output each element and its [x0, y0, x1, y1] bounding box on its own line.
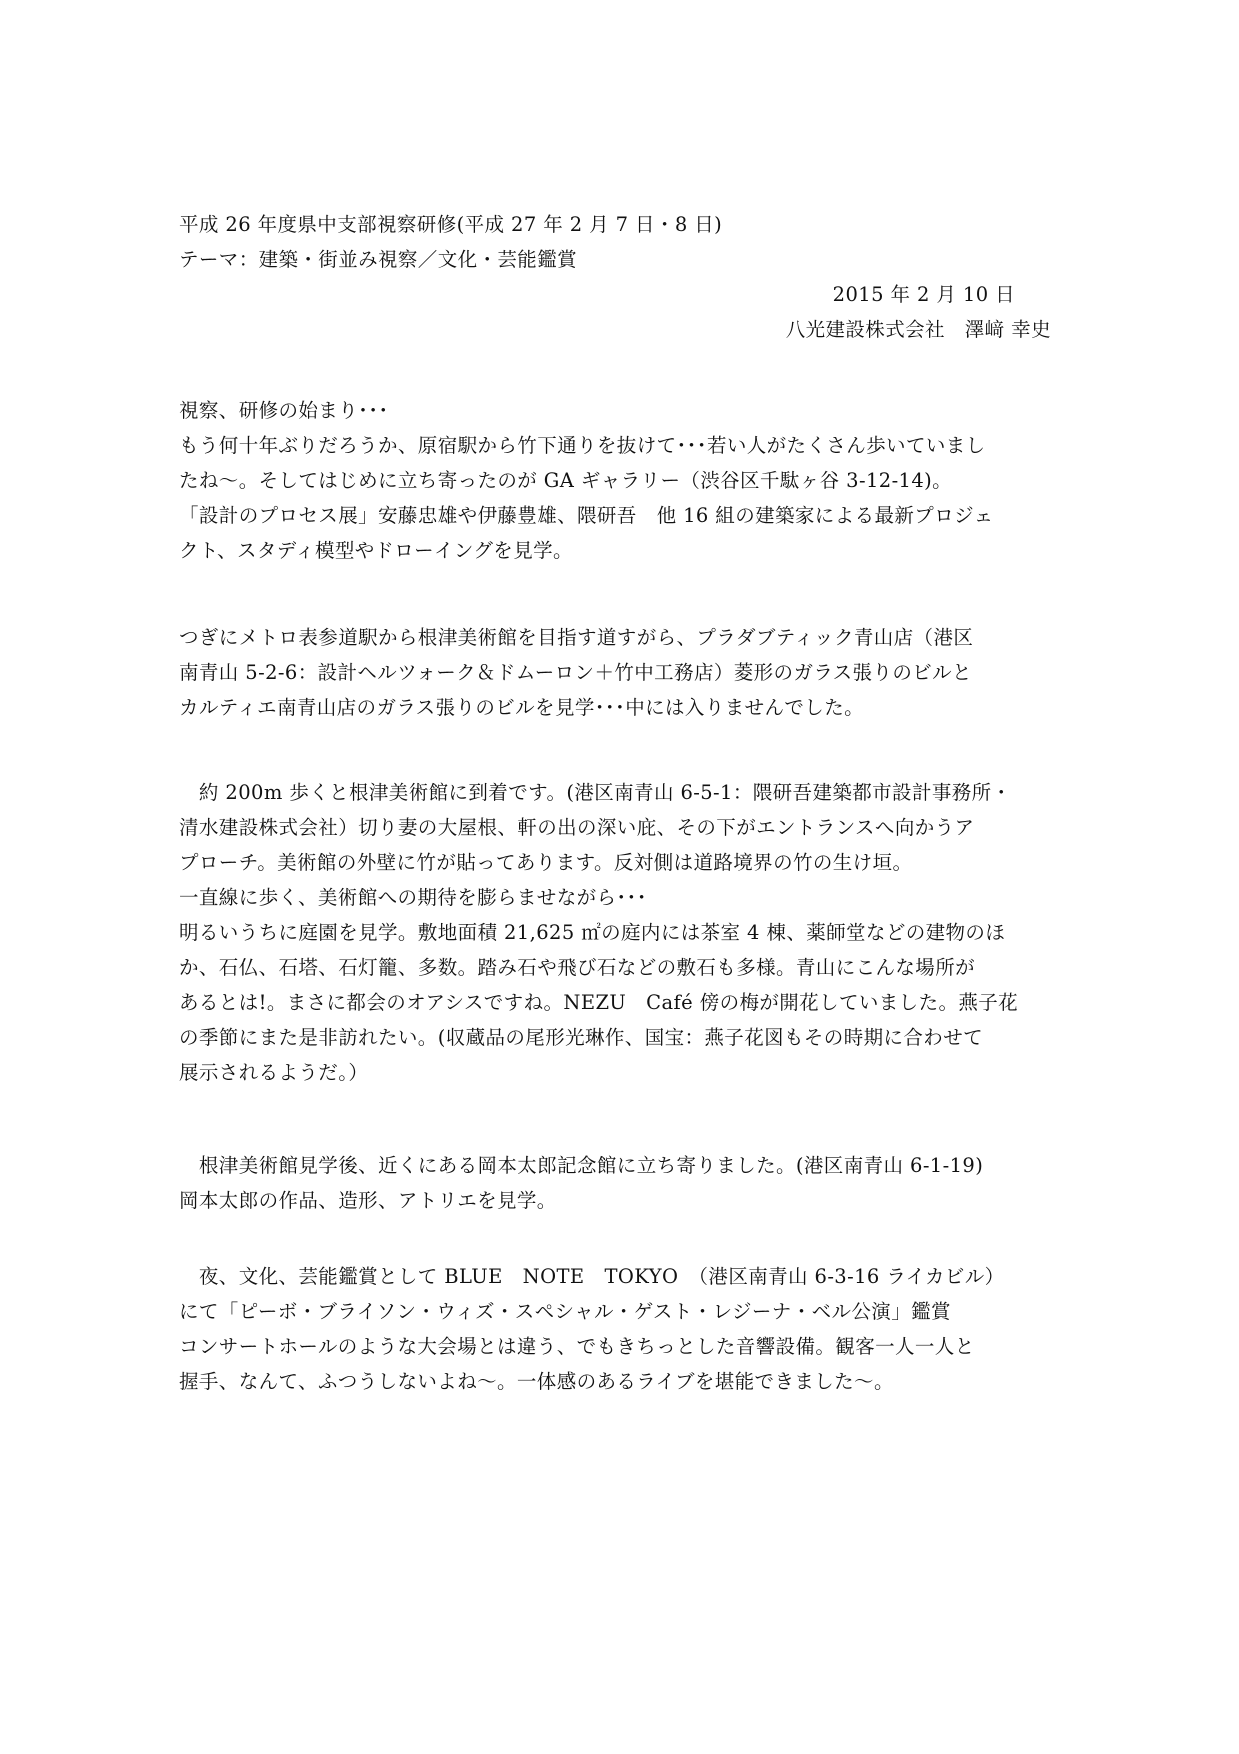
paragraph-line: にて「ピーボ・ブライソン・ウィズ・スペシャル・ゲスト・レジーナ・ベル公演」鑑賞	[179, 1300, 951, 1323]
paragraph-line: カルティエ南青山店のガラス張りのビルを見学･･･中には入りませんでした。	[179, 696, 865, 719]
paragraph-line: 視察、研修の始まり･･･	[179, 399, 389, 422]
paragraph-line: つぎにメトロ表参道駅から根津美術館を目指す道すがら、プラダブティック青山店（港区	[179, 626, 974, 649]
document-header	[179, 207, 1059, 347]
paragraph-line: あるとは!。まさに都会のオアシスですね。NEZU Café 傍の梅が開花していました。燕子花	[179, 991, 1019, 1014]
paragraph-line: クト、スタディ模型やドローイングを見学。	[179, 539, 573, 562]
paragraph-line: 一直線に歩く、美術館への期待を膨らませながら･･･	[179, 886, 647, 909]
paragraph-line: 南青山 5-2-6：設計ヘルツォーク＆ドムーロン＋竹中工務店）菱形のガラス張りのビルと	[179, 661, 972, 684]
paragraph-line: たね～。そしてはじめに立ち寄ったのが GA ギャラリー（渋谷区千駄ヶ谷 3-12-14)。	[179, 469, 953, 492]
paragraph-line: 展示されるようだ。）	[179, 1061, 369, 1084]
paragraph-3	[179, 775, 1059, 1090]
paragraph-4	[179, 1148, 1059, 1218]
paragraph-line: もう何十年ぶりだろうか、原宿駅から竹下通りを抜けて･･･若い人がたくさん歩いていまし	[179, 434, 986, 457]
paragraph-line: 根津美術館見学後、近くにある岡本太郎記念館に立ち寄りました。(港区南青山 6-1-19)	[179, 1154, 984, 1177]
paragraph-line: の季節にまた是非訪れたい。(収蔵品の尾形光琳作、国宝：燕子花図もその時期に合わせて	[179, 1026, 984, 1049]
paragraph-line: 清水建設株式会社）切り妻の大屋根、軒の出の深い庇、その下がエントランスへ向かうア	[179, 816, 975, 839]
paragraph-1	[179, 393, 1059, 568]
document-author: 八光建設株式会社 澤﨑 幸史	[785, 318, 1051, 341]
document-theme: テーマ：建築・街並み視察／文化・芸能鑑賞	[179, 248, 578, 271]
paragraph-2	[179, 620, 1059, 725]
paragraph-5	[179, 1259, 1059, 1399]
document-title: 平成 26 年度県中支部視察研修(平成 27 年 2 月 7 日・8 日)	[179, 213, 723, 236]
paragraph-line: プローチ。美術館の外壁に竹が貼ってあります。反対側は道路境界の竹の生け垣。	[179, 851, 913, 874]
paragraph-line: か、石仏、石塔、石灯籠、多数。踏み石や飛び石などの敷石も多様。青山にこんな場所が	[179, 956, 976, 979]
paragraph-line: 明るいうちに庭園を見学。敷地面積 21,625 ㎡の庭内には茶室 4 棟、薬師堂などの建物のほ	[179, 921, 1006, 944]
paragraph-line: 握手、なんて、ふつうしないよね～。一体感のあるライブを堪能できました～。	[179, 1370, 894, 1393]
document-date: 2015 年 2 月 10 日	[832, 283, 1015, 306]
paragraph-line: 約 200m 歩くと根津美術館に到着です。(港区南青山 6-5-1：隈研吾建築都市設計事務所・	[179, 781, 1012, 804]
paragraph-line: 「設計のプロセス展」安藤忠雄や伊藤豊雄、隈研吾 他 16 組の建築家による最新プロジェ	[179, 504, 994, 527]
paragraph-line: 夜、文化、芸能鑑賞として BLUE NOTE TOKYO （港区南青山 6-3-16 ライカビル）	[179, 1265, 1005, 1288]
paragraph-line: 岡本太郎の作品、造形、アトリエを見学。	[179, 1189, 557, 1212]
paragraph-line: コンサートホールのような大会場とは違う、でもきちっとした音響設備。観客一人一人と	[179, 1335, 975, 1358]
